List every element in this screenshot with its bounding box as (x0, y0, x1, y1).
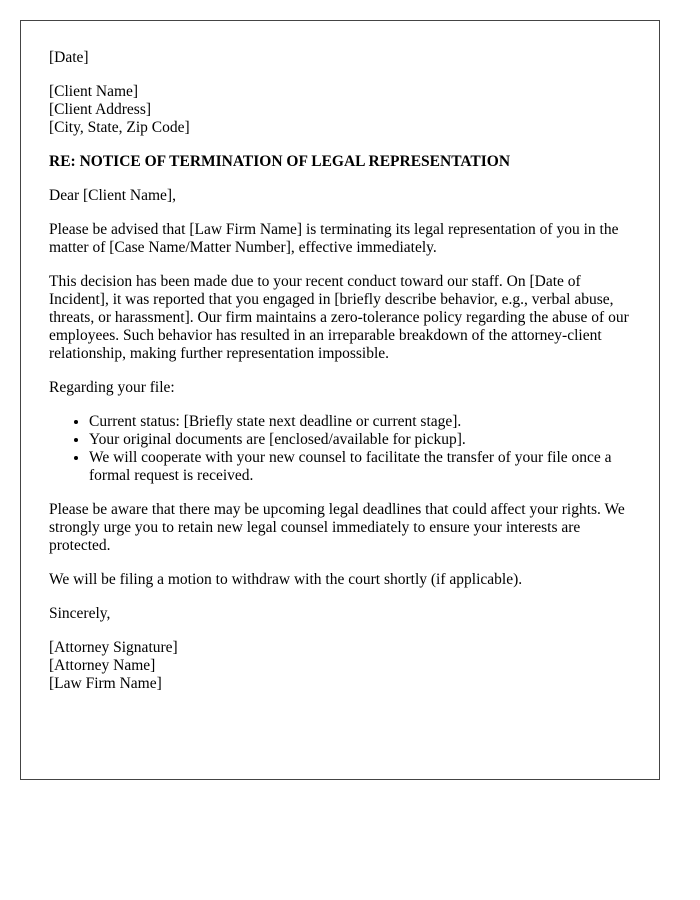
recipient-name: [Client Name] (49, 83, 139, 100)
attorney-signature: [Attorney Signature] (49, 639, 178, 656)
law-firm-name: [Law Firm Name] (49, 675, 162, 692)
letter-date: [Date] (49, 49, 89, 66)
salutation: Dear [Client Name], (49, 187, 176, 204)
file-status-list (49, 413, 631, 485)
paragraph-reason: This decision has been made due to your recent conduct toward our staff. On [Date of Incident], it was reported that you engaged in [briefly describe behavior, e.g., verbal abuse, threats, or harassment]. Our firm maintains a zero-tolerance policy regarding the abuse of our employees. Such behavior has resulted in an irreparable breakdown of the attorney-client relationship, making further representation impossible. (49, 273, 629, 362)
list-item: • We will cooperate with your new counsel to facilitate the transfer of your file once a formal request is received. (89, 449, 631, 485)
recipient-block (49, 83, 631, 137)
paragraph-deadlines-warning: Please be aware that there may be upcoming legal deadlines that could affect your rights. We strongly urge you to retain new legal counsel immediately to ensure your interests are protected. (49, 501, 625, 554)
paragraph-motion-to-withdraw: We will be filing a motion to withdraw with the court shortly (if applicable). (49, 571, 523, 588)
list-item: • Current status: [Briefly state next deadline or current stage]. (89, 413, 631, 431)
paragraph-termination-notice: Please be advised that [Law Firm Name] is terminating its legal representation of you in the matter of [Case Name/Matter Number], effective immediately. (49, 221, 619, 256)
paragraph-file-intro: Regarding your file: (49, 379, 175, 396)
attorney-name: [Attorney Name] (49, 657, 156, 674)
sign-off: Sincerely, (49, 605, 111, 622)
recipient-city-state-zip: [City, State, Zip Code] (49, 119, 190, 136)
list-item: • Your original documents are [enclosed/available for pickup]. (89, 431, 631, 449)
signature-block (49, 639, 631, 693)
recipient-address: [Client Address] (49, 101, 152, 118)
letter-page (20, 20, 660, 780)
subject-line: RE: NOTICE OF TERMINATION OF LEGAL REPRESENTATION (49, 153, 511, 170)
